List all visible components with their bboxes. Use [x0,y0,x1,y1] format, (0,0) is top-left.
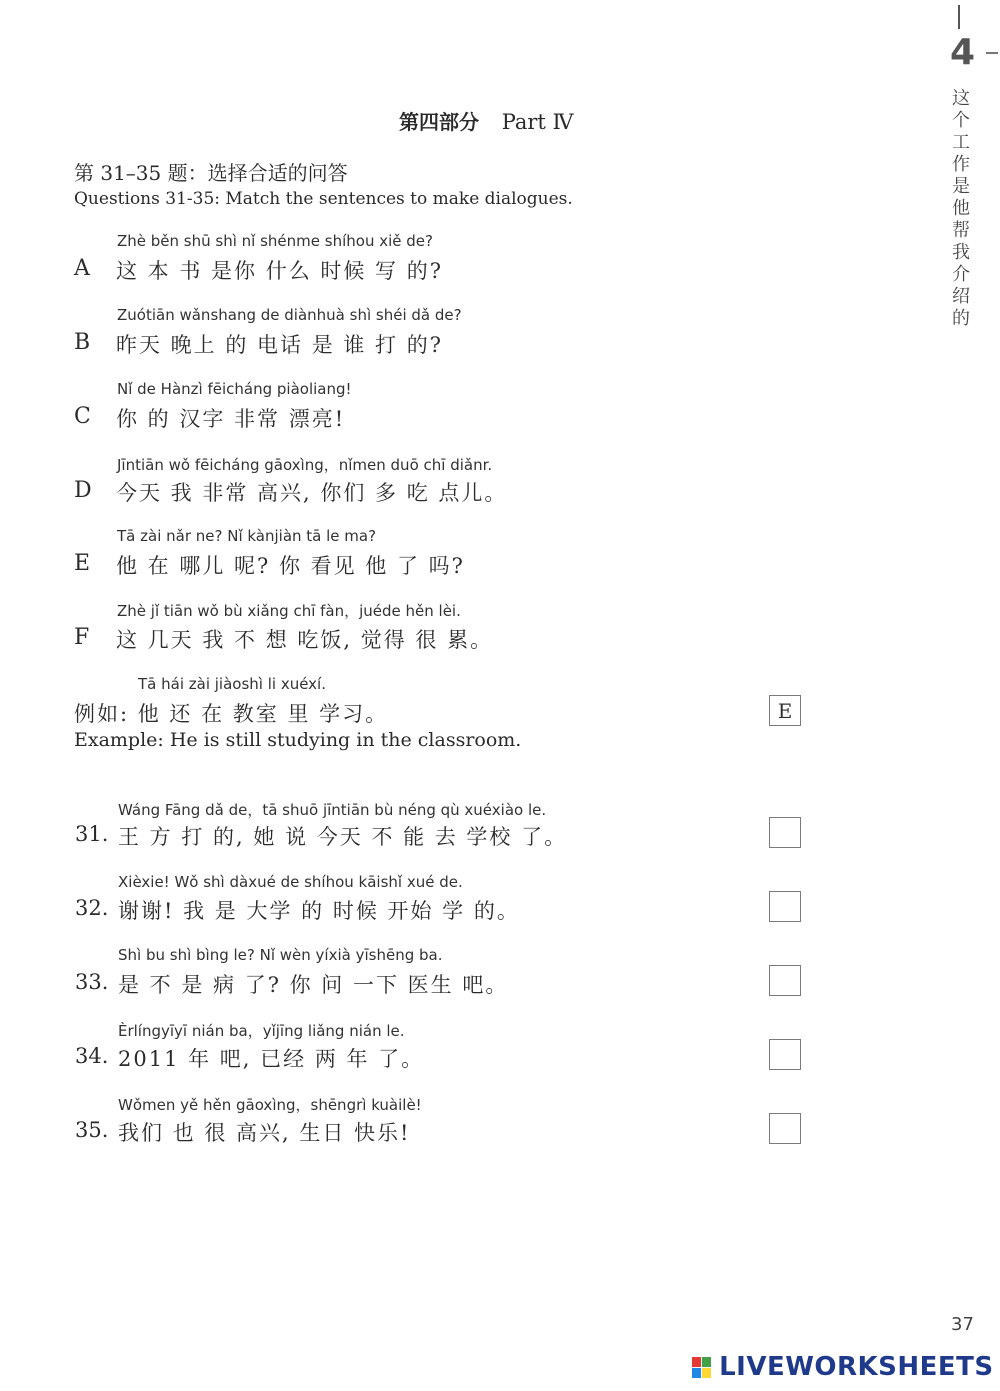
liveworksheets-logo-text: LIVEWORKSHEETS [719,1352,994,1382]
lesson-number: 4 [950,32,976,73]
lesson-marker [950,0,1000,340]
option-pinyin: Jīntiān wǒ fēicháng gāoxìng，nǐmen duō chī diǎnr. [117,456,493,474]
option-pinyin: Nǐ de Hànzì fēicháng piàoliang! [117,380,352,398]
option-letter: D [74,478,92,503]
lesson-title-char: 工 [952,132,970,153]
lesson-marker-line [958,5,960,29]
option-letter: A [74,256,90,281]
option-letter: F [74,625,90,650]
answer-box-31[interactable] [769,817,801,848]
lesson-title-char: 我 [952,242,970,263]
liveworksheets-logo [692,1352,994,1382]
option-hanzi: 你 的 汉字 非常 漂亮! [116,407,346,431]
question-hanzi: 是 不 是 病 了? 你 问 一下 医生 吧。 [118,973,509,997]
answer-box-33[interactable] [769,965,801,996]
question-pinyin: Shì bu shì bìng le? Nǐ wèn yíxià yīshēng ba. [118,946,443,964]
example-answer-box: E [769,695,801,726]
option-pinyin: Zhè běn shū shì nǐ shénme shíhou xiě de? [117,232,433,250]
option-letter: B [74,330,91,355]
section-title [399,106,574,135]
answer-box-34[interactable] [769,1039,801,1070]
question-pinyin: Wǒmen yě hěn gāoxìng，shēngrì kuàilè! [118,1096,422,1114]
page-number: 37 [951,1314,974,1335]
question-number: 33. [75,970,109,994]
option-hanzi: 这 本 书 是你 什么 时候 写 的? [116,259,443,283]
option-letter: E [74,551,91,576]
question-hanzi: 我们 也 很 高兴, 生日 快乐! [118,1121,411,1145]
option-hanzi: 这 几天 我 不 想 吃饭, 觉得 很 累。 [116,628,494,652]
option-pinyin: Zhè jǐ tiān wǒ bù xiǎng chī fàn，juéde hěn lèi. [117,602,461,620]
question-hanzi: 谢谢! 我 是 大学 的 时候 开始 学 的。 [118,899,520,923]
instructions-cn: 第 31–35 题：选择合适的问答 [74,161,348,185]
question-hanzi: 2011 年 吧, 已经 两 年 了。 [118,1047,425,1071]
question-pinyin: Xièxie! Wǒ shì dàxué de shíhou kāishǐ xué de. [118,873,463,891]
lesson-title-char: 介 [952,264,970,285]
example-hanzi: 例如: 他 还 在 教室 里 学习。 [74,702,389,726]
question-hanzi: 王 方 打 的, 她 说 今天 不 能 去 学校 了。 [118,825,568,849]
option-pinyin: Tā zài nǎr ne? Nǐ kànjiàn tā le ma? [117,527,377,545]
lesson-title-char: 这 [952,88,970,109]
instructions-en: Questions 31-35: Match the sentences to make dialogues. [74,189,573,209]
lesson-title-char: 他 [952,198,970,219]
option-pinyin: Zuótiān wǎnshang de diànhuà shì shéi dǎ de? [117,306,462,324]
lesson-title-char: 的 [952,308,970,329]
question-number: 31. [75,822,109,846]
question-number: 35. [75,1118,109,1142]
lesson-title-char: 是 [952,176,970,197]
lesson-marker-dash [986,52,998,54]
section-title-cn: 第四部分 [399,110,479,134]
question-pinyin: Wáng Fāng dǎ de，tā shuō jīntiān bù néng qù xuéxiào le. [118,801,547,819]
lesson-title-vertical [950,88,972,330]
lesson-title-char: 作 [952,154,970,175]
question-number: 32. [75,896,109,920]
lesson-title-char: 个 [952,110,970,131]
option-hanzi: 今天 我 非常 高兴, 你们 多 吃 点儿。 [116,481,508,505]
section-title-en: Part Ⅳ [501,110,574,134]
example-pinyin: Tā hái zài jiàoshì li xuéxí. [138,675,326,693]
lesson-title-char: 帮 [952,220,970,241]
question-pinyin: Èrlíngyīyī nián ba，yǐjīng liǎng nián le. [118,1022,405,1040]
lesson-title-char: 绍 [952,286,970,307]
option-letter: C [74,404,91,429]
liveworksheets-logo-icon [692,1357,711,1378]
option-hanzi: 昨天 晚上 的 电话 是 谁 打 的? [116,333,443,357]
question-number: 34. [75,1044,109,1068]
answer-box-35[interactable] [769,1113,801,1144]
answer-box-32[interactable] [769,891,801,922]
option-hanzi: 他 在 哪儿 呢? 你 看见 他 了 吗? [116,554,465,578]
example-english: Example: He is still studying in the classroom. [74,729,522,751]
